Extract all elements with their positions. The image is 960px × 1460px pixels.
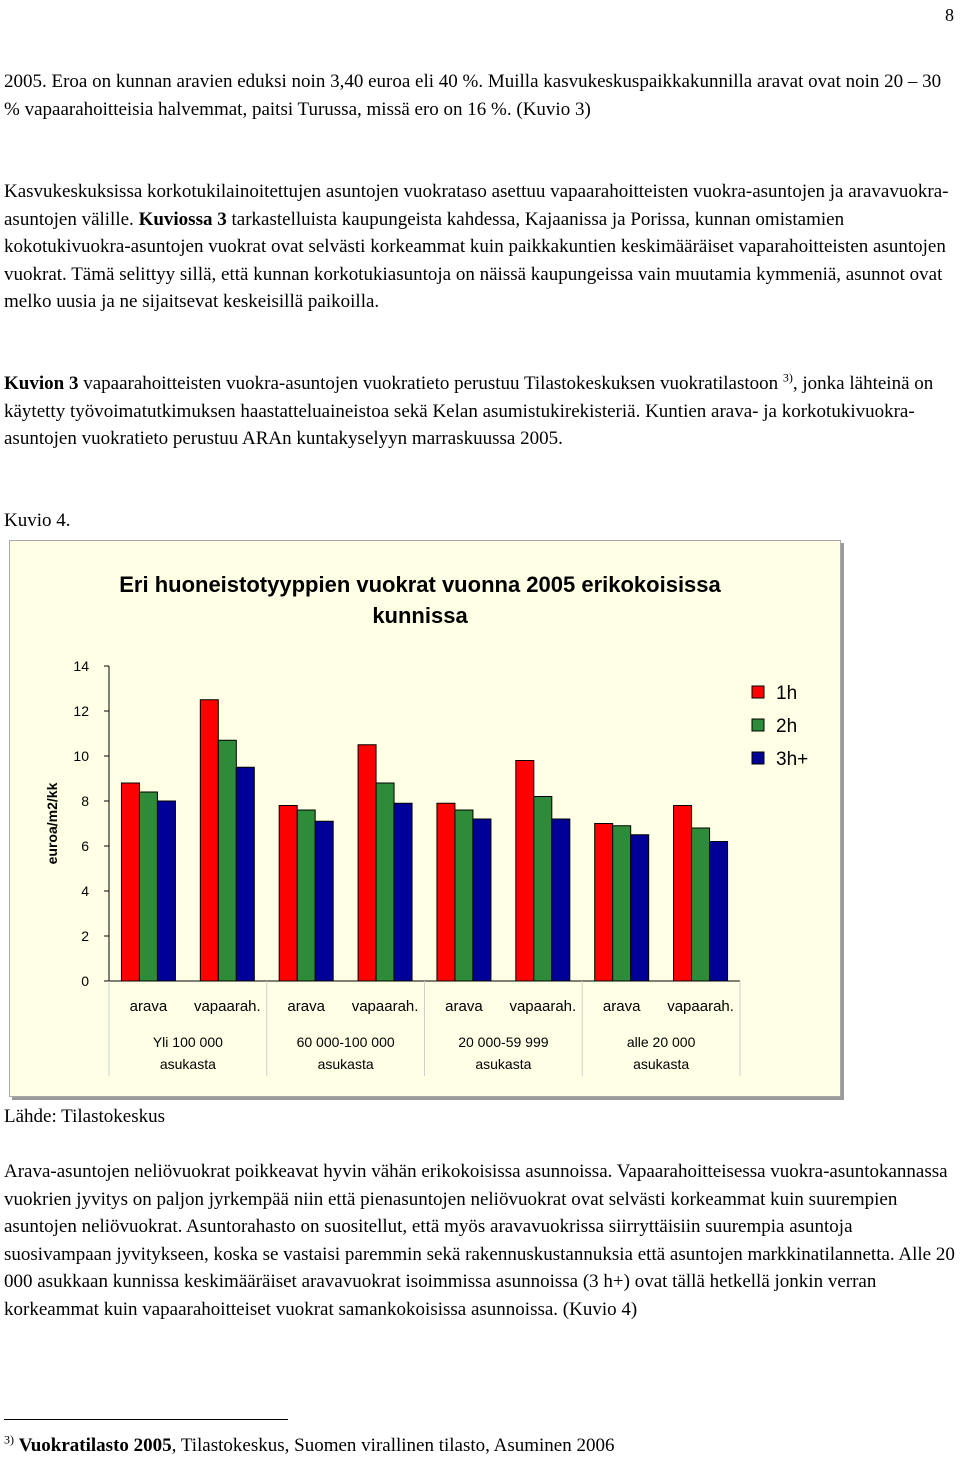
footnote — [4, 1432, 956, 1460]
source-note: Lähde: Tilastokeskus — [4, 1106, 165, 1127]
y-tick-label: 0 — [81, 973, 89, 989]
bar-3hplus — [552, 819, 570, 981]
paragraph-2-bold: Kuviossa 3 — [138, 208, 227, 230]
x-category-label: arava — [129, 998, 168, 1015]
bar-2h — [218, 740, 236, 981]
legend-label: 2h — [776, 716, 798, 737]
legend-swatch — [752, 752, 764, 764]
group-label: alle 20 000 — [626, 1034, 696, 1050]
x-category-label: vapaarah. — [509, 998, 577, 1015]
x-category-label: arava — [602, 998, 641, 1015]
paragraph-3-text-b: , jonka lähteinä on käytetty työvoimatutkimuksen haastatteluaineistoa sekä Kelan asumistukirekisteriä. Kuntien arava- ja korkotukivuokra-asuntojen vuokratieto perustuu ARAn kuntakyselyyn marraskuussa 2005. — [4, 373, 934, 449]
bar-1h — [121, 783, 139, 981]
footnote-text: , Tilastokeskus, Suomen virallinen tilasto, Asuminen 2006 — [171, 1435, 615, 1456]
paragraph-2-text-a: Kasvukeskuksissa korkotukilainoitettujen asuntojen vuokrataso asettuu vapaarahoitteisten vuokra-asuntojen ja aravavuokra-asuntojen välille. — [4, 181, 949, 230]
x-category-label: arava — [287, 998, 325, 1015]
bar-chart — [9, 540, 841, 1097]
bar-1h — [595, 824, 613, 982]
group-label: asukasta — [475, 1056, 532, 1072]
bar-3hplus — [631, 835, 649, 981]
footnote-ref: 3) — [782, 370, 793, 385]
group-label: 60 000-100 000 — [296, 1034, 395, 1050]
legend-label: 1h — [776, 683, 798, 704]
group-label: asukasta — [159, 1056, 216, 1072]
bar-2h — [613, 826, 631, 981]
bar-1h — [279, 806, 297, 982]
bar-3hplus — [236, 767, 254, 981]
group-label: asukasta — [633, 1056, 690, 1072]
x-category-label: vapaarah. — [667, 998, 734, 1015]
bar-1h — [674, 806, 692, 982]
paragraph-4: Arava-asuntojen neliövuokrat poikkeavat hyvin vähän erikokoisissa asunnoissa. Vapaarahoitteisessa vuokra-asuntokannassa vuokrien jyvitys on paljon jyrkempää niin että pienasuntojen neliövuokrat ovat selvästi korkeammat kuin suurempien asuntojen neliövuokrat. Asuntorahasto on suositellut, että myös aravavuokrissa siirryttäisiin suurempia asuntoja suosivampaan jyvitykseen, koska se vastaisi paremmin sekä rakennuskustannuksia että asuntojen markkinatilannetta. Alle 20 000 asukkaan kunnissa keskimääräiset aravavuokrat isoimmissa asunnoissa (3 h+) ovat tällä hetkellä jonkin verran korkeammat kuin vapaarahoitteiset vuokrat samankokoisissa asunnoissa. (Kuvio 4) — [4, 1161, 955, 1320]
x-category-label: vapaarah. — [351, 998, 419, 1015]
y-tick-label: 10 — [73, 748, 89, 764]
bar-1h — [200, 700, 218, 981]
chart-title: Eri huoneistotyyppien vuokrat vuonna 2005 erikokoisissa kunnissa — [119, 572, 721, 628]
footnote-marker: 3) — [4, 1432, 14, 1447]
paragraph-3-bold: Kuvion 3 — [4, 373, 79, 394]
y-tick-label: 2 — [81, 928, 89, 944]
paragraph-2 — [4, 178, 956, 316]
legend-swatch — [752, 686, 764, 698]
legend-label: 3h+ — [776, 749, 809, 770]
bar-3hplus — [473, 819, 491, 981]
footnote-bold: Vuokratilasto 2005 — [18, 1435, 172, 1456]
bar-2h — [455, 810, 473, 981]
group-label: 20 000-59 999 — [458, 1034, 549, 1050]
bar-1h — [358, 745, 376, 981]
y-tick-label: 14 — [73, 658, 89, 674]
bar-3hplus — [710, 842, 728, 982]
x-category-label: vapaarah. — [193, 998, 261, 1015]
y-tick-label: 6 — [81, 838, 89, 854]
page-number: 8 — [945, 5, 954, 25]
y-tick-label: 8 — [81, 793, 89, 809]
bar-3hplus — [157, 801, 175, 981]
y-tick-label: 4 — [81, 883, 89, 899]
group-label: Yli 100 000 — [152, 1034, 223, 1050]
chart-svg — [10, 541, 840, 1096]
y-tick-label: 12 — [73, 703, 89, 719]
footnote-divider — [4, 1419, 288, 1420]
y-axis-title: euroa/m2/kk — [44, 782, 60, 865]
legend-swatch — [752, 719, 764, 731]
paragraph-2-text-b: tarkastelluista kaupungeista kahdessa, Kajaanissa ja Porissa, kunnan omistamien kokotukivuokra-asuntojen vuokrat ovat selvästi korkeammat kuin paikkakuntien keskimääräiset vaparahoitteisten asuntojen vuokrat. Tämä selittyy sillä, että kunnan korkotukiasuntoja on näissä kaupungeissa vain muutamia kymmeniä, asunnot ovat melko uusia ja ne sijaitsevat keskeisillä paikoilla. — [4, 208, 946, 312]
x-category-label: arava — [445, 998, 483, 1015]
bar-1h — [437, 803, 455, 981]
paragraph-3 — [4, 370, 956, 453]
bar-2h — [692, 828, 710, 981]
figure-label: Kuvio 4. — [4, 510, 71, 531]
bar-2h — [534, 797, 552, 982]
paragraph-3-text-a: vapaarahoitteisten vuokra-asuntojen vuokratieto perustuu Tilastokeskuksen vuokratilastoon — [78, 373, 783, 394]
bar-3hplus — [394, 803, 412, 981]
bar-1h — [516, 761, 534, 982]
bar-3hplus — [315, 821, 333, 981]
group-label: asukasta — [317, 1056, 374, 1072]
bar-2h — [297, 810, 315, 981]
bar-2h — [139, 792, 157, 981]
bar-2h — [376, 783, 394, 981]
paragraph-1: 2005. Eroa on kunnan aravien eduksi noin 3,40 euroa eli 40 %. Muilla kasvukeskuspaikkakunnilla aravat ovat noin 20 – 30 % vapaarahoitteisia halvemmat, paitsi Turussa, missä ero on 16 %. (Kuvio 3) — [4, 71, 942, 120]
